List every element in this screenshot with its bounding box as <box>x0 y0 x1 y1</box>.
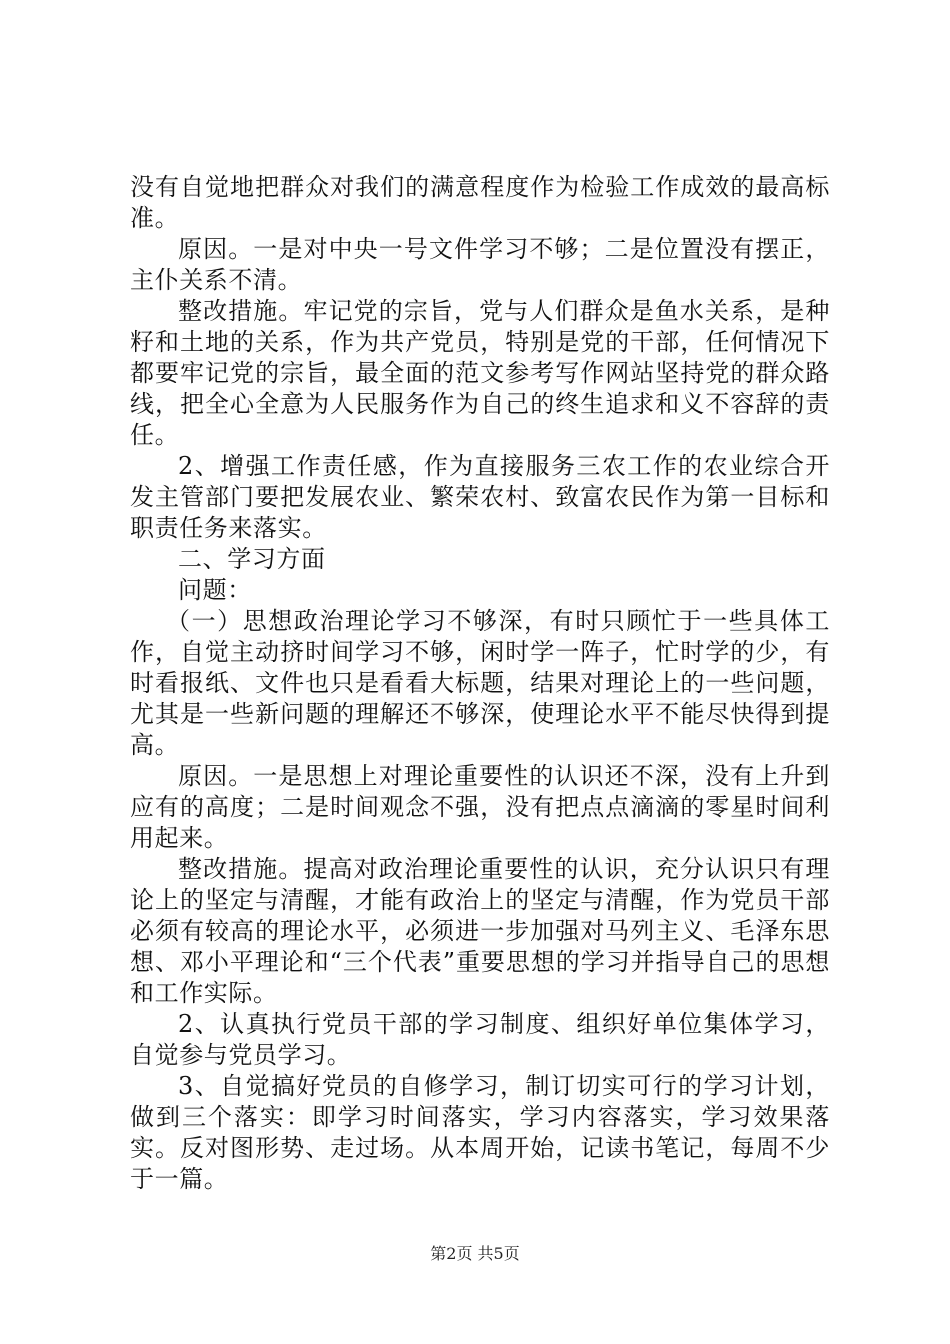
paragraph-item-2-responsibility: 2、增强工作责任感，作为直接服务三农工作的农业综合开发主管部门要把发展农业、繁荣农村、致富农民作为第一目标和职责任务来落实。 <box>130 452 830 542</box>
page-number: 第2页 共5页 <box>430 1244 520 1263</box>
paragraph-problem-1: （一）思想政治理论学习不够深，有时只顾忙于一些具体工作，自觉主动挤时间学习不够，闲时学一阵子，忙时学的少，有时看报纸、文件也只是看看大标题，结果对理论上的一些问题，尤其是一些新问题的理解还不够深，使理论水平不能尽快得到提高。 <box>130 607 830 759</box>
paragraph-item-3-self-study: 3、自觉搞好党员的自修学习，制订切实可行的学习计划，做到三个落实：即学习时间落实，学习内容落实，学习效果落实。反对图形势、走过场。从本周开始，记读书笔记，每周不少于一篇。 <box>130 1072 830 1193</box>
subheading-problem: 问题： <box>178 576 252 604</box>
paragraph-reason-2: 原因。一是思想上对理论重要性的认识还不深，没有上升到应有的高度；二是时间观念不强，没有把点点滴滴的零星时间利用起来。 <box>130 762 830 852</box>
paragraph-item-2-study-system: 2、认真执行党员干部的学习制度、组织好单位集体学习，自觉参与党员学习。 <box>130 1010 830 1069</box>
paragraph-rectification-1: 整改措施。牢记党的宗旨，党与人们群众是鱼水关系，是种籽和土地的关系，作为共产党员，特别是党的干部，任何情况下都要牢记党的宗旨，最全面的范文参考写作网站坚持党的群众路线，把全心全意为人民服务作为自己的终生追求和义不容辞的责任。 <box>130 297 830 449</box>
section-heading-study: 二、学习方面 <box>178 545 326 573</box>
paragraph-reason-1: 原因。一是对中央一号文件学习不够；二是位置没有摆正，主仆关系不清。 <box>130 235 830 294</box>
paragraph-rectification-2: 整改措施。提高对政治理论重要性的认识，充分认识只有理论上的坚定与清醒，才能有政治上的坚定与清醒，作为党员干部必须有较高的理论水平，必须进一步加强对马列主义、毛泽东思想、邓小平理论和“三个代表”重要思想的学习并指导自己的思想和工作实际。 <box>130 855 830 1007</box>
paragraph-standard-continued: 没有自觉地把群众对我们的满意程度作为检验工作成效的最高标准。 <box>130 173 830 232</box>
page-footer <box>0 1244 950 1264</box>
document-body <box>130 172 830 1195</box>
